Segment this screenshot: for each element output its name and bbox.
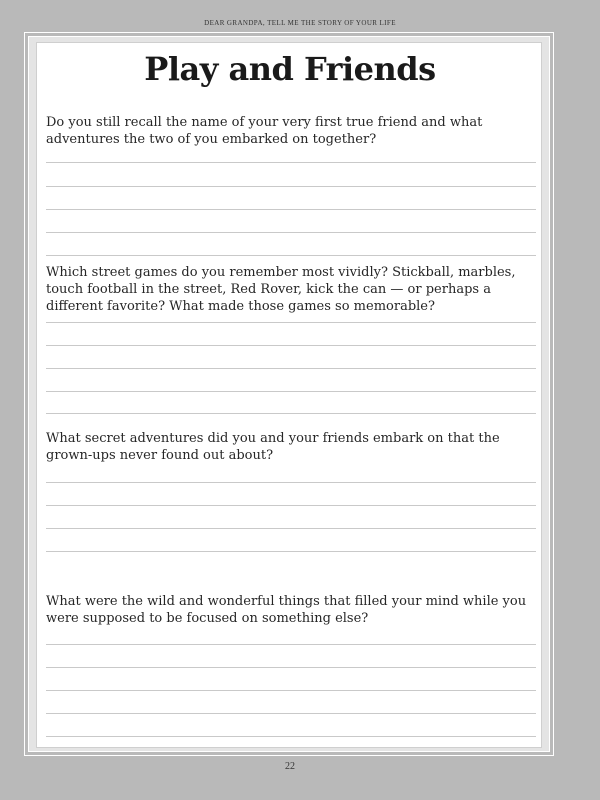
answer-line[interactable]	[46, 713, 536, 714]
running-header: DEAR GRANDPA, TELL ME THE STORY OF YOUR LIFE	[204, 19, 396, 27]
question-3: What secret adventures did you and your friends embark on that the grown-ups never found out about?	[46, 431, 500, 463]
answer-line[interactable]	[46, 368, 536, 369]
answer-line[interactable]	[46, 232, 536, 233]
answer-line[interactable]	[46, 690, 536, 691]
answer-line[interactable]	[46, 186, 536, 187]
answer-line[interactable]	[46, 255, 536, 256]
answer-line[interactable]	[46, 482, 536, 483]
answer-line[interactable]	[46, 345, 536, 346]
answer-line[interactable]	[46, 551, 536, 552]
answer-line[interactable]	[46, 391, 536, 392]
answer-line[interactable]	[46, 528, 536, 529]
answer-line[interactable]	[46, 644, 536, 645]
page-number: 22	[285, 761, 295, 772]
answer-line[interactable]	[46, 667, 536, 668]
answer-line[interactable]	[46, 505, 536, 506]
question-2: Which street games do you remember most vividly? Stickball, marbles, touch football in the street, Red Rover, kick the can — or perhaps a different favorite? What made those games so memorable?	[46, 265, 516, 314]
answer-line[interactable]	[46, 736, 536, 737]
answer-line[interactable]	[46, 413, 536, 414]
answer-line[interactable]	[46, 162, 536, 163]
question-1: Do you still recall the name of your very first true friend and what adventures the two of you embarked on together?	[46, 115, 483, 147]
page-title: Play and Friends	[144, 50, 436, 88]
answer-line[interactable]	[46, 322, 536, 323]
answer-line[interactable]	[46, 209, 536, 210]
question-4: What were the wild and wonderful things that filled your mind while you were supposed to be focused on something else?	[46, 594, 527, 626]
